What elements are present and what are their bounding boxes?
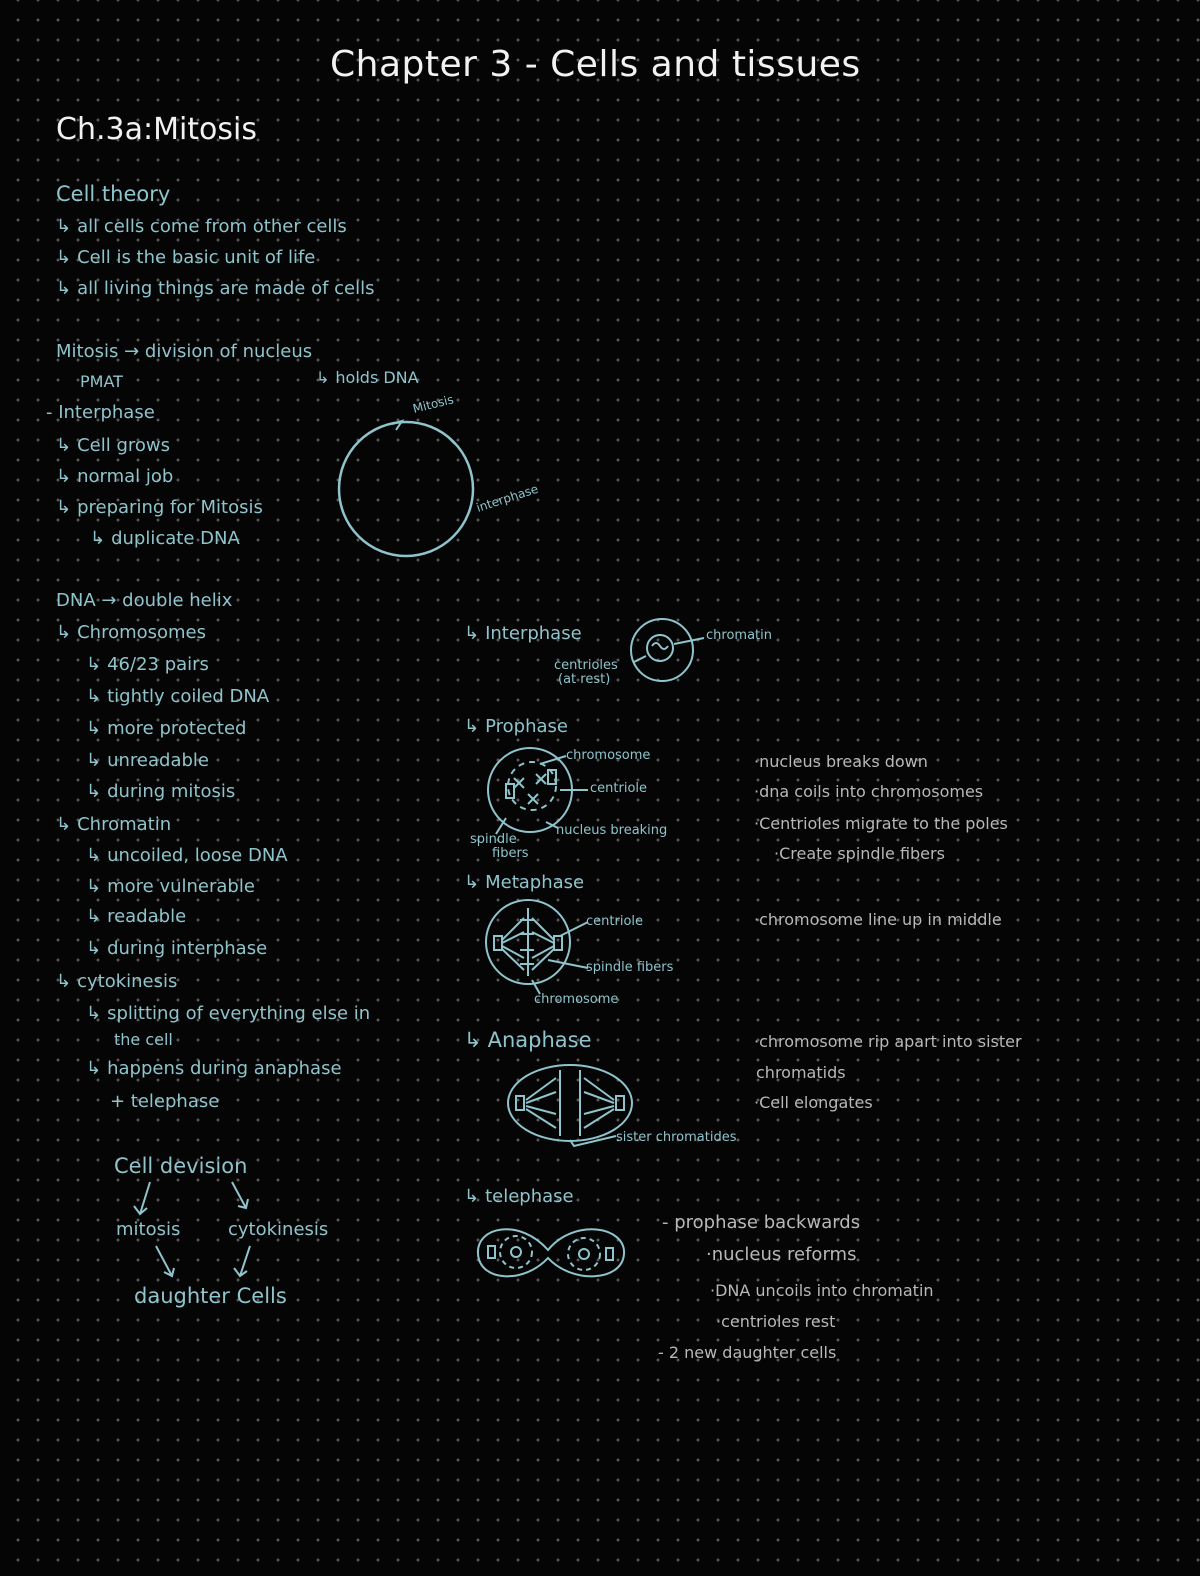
interphase-cell-drawing [631,619,704,681]
dna-heading: DNA → double helix [56,590,233,611]
chromatin-item: ↳ readable [86,906,187,927]
anaphase-note: chromatids [756,1063,846,1082]
chromosome-item: ↳ during mitosis [86,781,236,802]
prophase-note: ·nucleus breaks down [754,752,928,771]
prophase-cell-drawing [488,748,588,834]
cell-theory-item: ↳ all living things are made of cells [56,278,375,299]
label-spindle: spindle [470,832,517,847]
telephase-note: - prophase backwards [662,1212,861,1233]
phase-interphase-label: ↳ Interphase [464,623,582,644]
phase-telephase-label: ↳ telephase [464,1186,574,1207]
arrow-icon: ↳ [90,528,106,549]
metaphase-note: ·chromosome line up in middle [754,910,1002,929]
telephase-cell-drawing [478,1229,624,1276]
section-subtitle: Ch.3a:Mitosis [56,112,258,147]
prophase-note: ·Create spindle fibers [774,844,945,863]
label-fibers: fibers [492,846,529,861]
metaphase-cell-drawing [486,900,588,994]
cell-division-result: daughter Cells [134,1284,287,1308]
phase-metaphase-label: ↳ Metaphase [464,872,585,893]
cytokinesis-heading: ↳ cytokinesis [56,971,178,992]
chromatin-item: ↳ during interphase [86,938,268,959]
label-spindle-fibers: spindle fibers [586,960,674,975]
cell-theory-heading: Cell theory [56,182,171,206]
arrow-icon: ↳ [56,497,72,518]
prophase-note: ·Centrioles migrate to the poles [754,814,1008,833]
arrow-icon: ↳ [56,216,72,237]
arrow-icon: ↳ [56,622,72,643]
interphase-item: ↳ normal job [56,466,174,487]
label-at-rest: (at rest) [558,672,611,687]
interphase-item: ↳ Cell grows [56,435,171,456]
chromosome-item: ↳ 46/23 pairs [86,654,209,675]
anaphase-note: ·Cell elongates [754,1093,873,1112]
label-centrioles: centrioles [554,658,618,673]
mitosis-heading: Mitosis → division of nucleus [56,341,313,362]
telephase-note: ·DNA uncoils into chromatin [710,1281,934,1300]
chromatin-item: ↳ more vulnerable [86,876,255,897]
cytokinesis-item-cont: the cell [114,1030,173,1049]
chromatin-heading: ↳ Chromatin [56,814,172,835]
label-centriole: centriole [586,914,644,929]
duplicate-dna-item: ↳ duplicate DNA [90,528,240,549]
holds-dna-note: ↳ holds DNA [316,368,419,387]
interphase-heading: - Interphase [46,402,155,423]
label-centriole: centriole [590,781,648,796]
cell-theory-item: ↳ Cell is the basic unit of life [56,247,316,268]
chromatin-item: ↳ uncoiled, loose DNA [86,845,288,866]
cell-division-mitosis: mitosis [116,1219,181,1240]
telephase-note: ·centrioles rest [716,1312,836,1331]
label-chromosome: chromosome [534,992,619,1007]
chromosome-item: ↳ unreadable [86,750,209,771]
chromosome-item: ↳ tightly coiled DNA [86,686,270,707]
cell-division-cytokinesis: cytokinesis [228,1219,329,1240]
arrow-icon: ↳ [56,466,72,487]
anaphase-cell-drawing [508,1065,632,1146]
cytokinesis-item: ↳ splitting of everything else in [86,1003,371,1024]
arrow-icon: ↳ [56,435,72,456]
cytokinesis-item: + telephase [110,1091,220,1112]
arrow-icon: ↳ [56,247,72,268]
cycle-label-interphase: interphase [474,481,540,515]
anaphase-note: ·chromosome rip apart into sister [754,1032,1022,1051]
phase-prophase-label: ↳ Prophase [464,716,568,737]
label-nucleus-breaking: nucleus breaking [556,823,668,838]
cell-theory-item: ↳ all cells come from other cells [56,216,347,237]
arrow-icon: ↳ [56,278,72,299]
cell-division-title: Cell devision [114,1154,248,1178]
cytokinesis-item: ↳ happens during anaphase [86,1058,342,1079]
prophase-note: ·dna coils into chromosomes [754,782,984,801]
arrow-icon: ↳ [56,971,72,992]
label-chromatin: chromatin [706,628,772,643]
pmat-label: PMAT [80,372,123,391]
cycle-label-mitosis: Mitosis [411,392,456,416]
page-title: Chapter 3 - Cells and tissues [330,44,861,85]
telephase-note: - 2 new daughter cells [658,1343,837,1362]
telephase-note: ·nucleus reforms [706,1244,857,1265]
phase-anaphase-label: ↳ Anaphase [464,1028,592,1052]
chromosomes-heading: ↳ Chromosomes [56,622,207,643]
label-sister-chromatides: sister chromatides [616,1130,737,1145]
arrow-icon: ↳ [56,814,72,835]
label-chromosome: chromosome [566,748,651,763]
chromosome-item: ↳ more protected [86,718,247,739]
interphase-item: ↳ preparing for Mitosis [56,497,263,518]
